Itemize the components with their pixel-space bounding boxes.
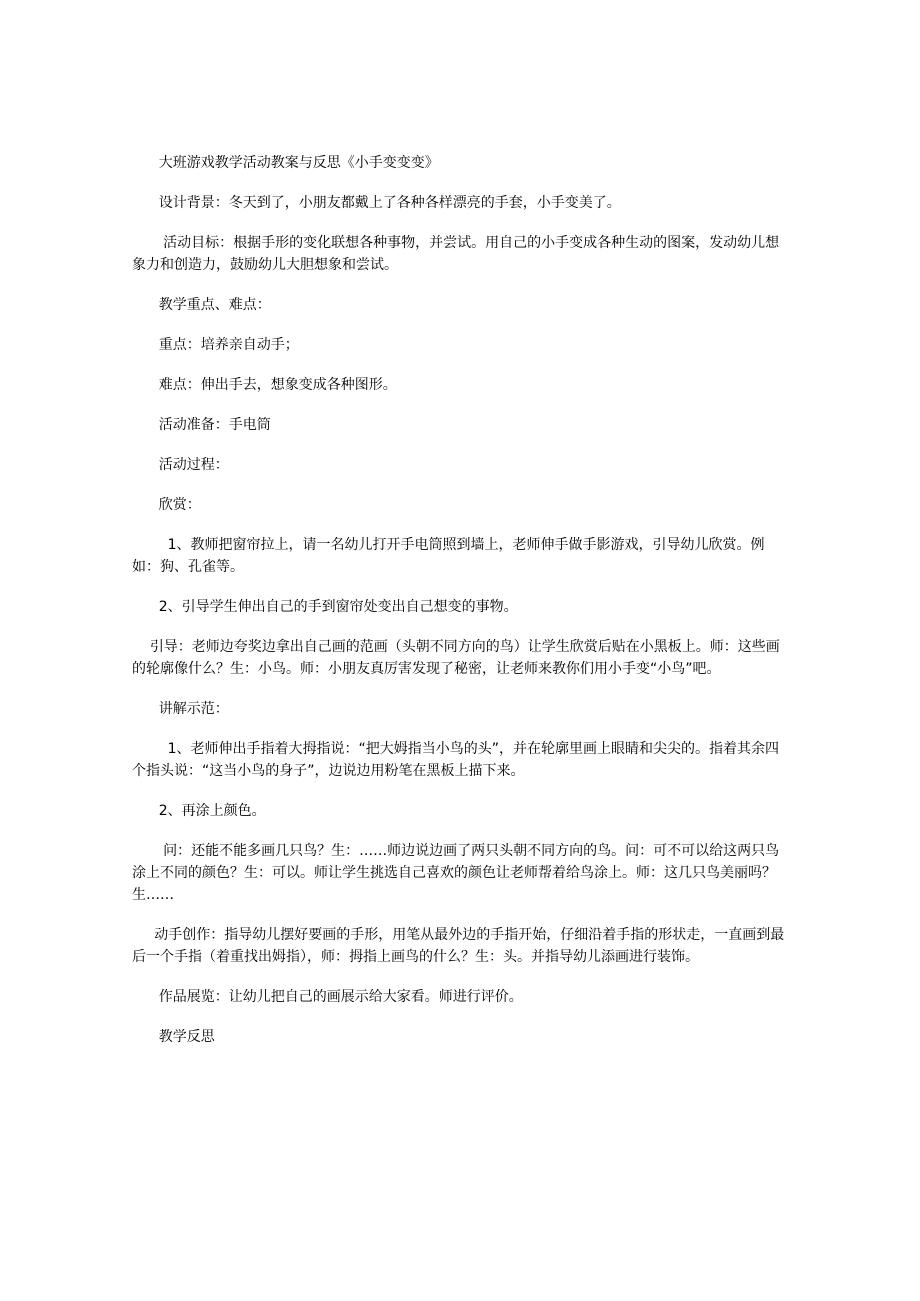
guidance-paragraph: 引导：老师边夸奖边拿出自己画的范画（头朝不同方向的鸟）让学生欣赏后贴在小黑板上。师：这些画的轮廓像什么？生：小鸟。师：小朋友真厉害发现了秘密，让老师来教你们用小手变“小鸟”吧。 (132, 639, 780, 677)
demonstration-step-2: 2、再涂上颜色。 (132, 803, 266, 819)
design-background: 设计背景：冬天到了，小朋友都戴上了各种各样漂亮的手套，小手变美了。 (132, 195, 621, 211)
creation-paragraph: 动手创作：指导幼儿摆好要画的手形，用笔从最外边的手指开始，仔细沿着手指的形状走，一直画到最后一个手指（着重找出姆指），师：拇指上画鸟的什么？生：头。并指导幼儿添画进行装饰。 (132, 927, 785, 965)
activity-process-heading: 活动过程： (132, 457, 229, 473)
document-page (132, 152, 792, 1066)
key-point: 重点：培养亲自动手； (132, 337, 299, 353)
appreciation-step-1: 1、教师把窗帘拉上，请一名幼儿打开手电筒照到墙上，老师伸手做手影游戏，引导幼儿欣赏。例如：狗、孔雀等。 (132, 537, 765, 575)
demonstration-step-1: 1、老师伸出手指着大拇指说：“把大姆指当小鸟的头”，并在轮廓里画上眼睛和尖尖的。指着其余四个指头说：“这当小鸟的身子”，边说边用粉笔在黑板上描下来。 (132, 741, 780, 779)
document-title: 大班游戏教学活动教案与反思《小手变变变》 (132, 155, 439, 171)
question-paragraph: 问：还能不能多画几只鸟？生：……师边说边画了两只头朝不同方向的鸟。问：可不可以给这两只鸟涂上不同的颜色？生：可以。师让学生挑选自己喜欢的颜色让老师帮着给鸟涂上。师：这几只鸟美丽吗？生…… (132, 843, 780, 903)
key-difficult-points-heading: 教学重点、难点： (132, 297, 271, 313)
activity-preparation: 活动准备：手电筒 (132, 417, 271, 433)
exhibition-paragraph: 作品展览：让幼儿把自己的画展示给大家看。师进行评价。 (132, 989, 523, 1005)
difficult-point: 难点：伸出手去，想象变成各种图形。 (132, 377, 397, 393)
demonstration-heading: 讲解示范： (132, 701, 229, 717)
appreciation-heading: 欣赏： (132, 497, 201, 513)
reflection-heading: 教学反思 (132, 1029, 215, 1045)
appreciation-step-2: 2、引导学生伸出自己的手到窗帘处变出自己想变的事物。 (132, 599, 518, 615)
activity-goal: 活动目标：根据手形的变化联想各种事物，并尝试。用自己的小手变成各种生动的图案，发动幼儿想象力和创造力，鼓励幼儿大胆想象和尝试。 (132, 235, 780, 273)
